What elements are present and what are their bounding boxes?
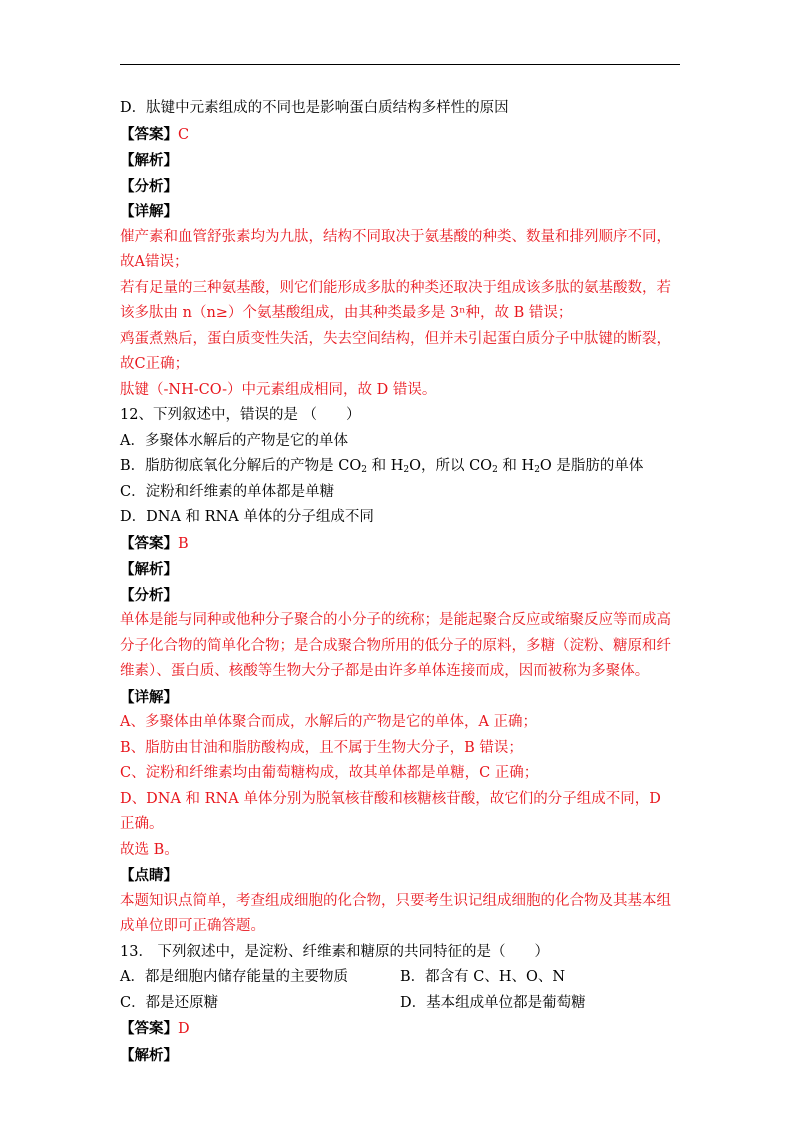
answer-label: 【答案】: [120, 1020, 178, 1037]
q12-option-b-part: O，所以 CO: [409, 458, 493, 474]
q12-comment: 本题知识点简单，考查组成细胞的化合物，只要考生识记组成细胞的化合物及其基本组成单位即可正确答题。: [120, 892, 671, 934]
q12-stem: 12、下列叙述中，错误的是 （ ）: [120, 407, 361, 423]
q11-fenxi-heading: 【分析】: [120, 177, 178, 195]
q11-detail-d: 肽键（-NH-CO-）中元素组成相同，故 D 错误。: [120, 381, 437, 398]
q12-fenxi-heading: 【分析】: [120, 586, 178, 604]
q11-answer: [120, 122, 680, 149]
q12-dianjing-heading: 【点睛】: [120, 867, 178, 884]
document-body: [120, 96, 680, 1068]
q12-option-b-part: O 是脂肪的单体: [539, 458, 644, 474]
answer-value: B: [178, 535, 189, 552]
q12-detail-b: B、脂肪由甘油和脂肪酸构成，且不属于生物大分子，B 错误；: [120, 739, 523, 756]
q12-detail-a: A、多聚体由单体聚合而成，水解后的产物是它的单体，A 正确；: [120, 714, 538, 730]
q12-jiexi-heading: 【解析】: [120, 561, 178, 578]
q13-answer: [120, 1016, 680, 1043]
q12-option-b-part: B．脂肪彻底氧化分解后的产物是 CO: [120, 458, 362, 474]
q12-option-b: [120, 454, 680, 480]
q12-option-b-part: 和 H: [366, 458, 404, 474]
q11-detail-c: 鸡蛋煮熟后，蛋白质变性失活，失去空间结构，但并未引起蛋白质分子中肽键的断裂，故C正确；: [120, 330, 671, 372]
q12-answer: [120, 531, 680, 558]
q12-conclusion: 故选 B。: [120, 841, 179, 858]
q11-detail-b: 若有足量的三种氨基酸，则它们能形成多肽的种类还取决于组成该多肽的氨基酸数，若该多肽由 n（n≥）个氨基酸组成，由其种类最多是 3ⁿ种，故 B 错误；: [120, 279, 671, 321]
subscript: 2: [403, 465, 410, 475]
q12-detail-c: C、淀粉和纤维素均由葡萄糖构成，故其单体都是单糖，C 正确；: [120, 765, 539, 781]
q13-options-row-2: [120, 991, 680, 1017]
subscript: 2: [534, 465, 540, 475]
q12-detail-d: D、DNA 和 RNA 单体分别为脱氧核苷酸和核糖核苷酸，故它们的分子组成不同，D 正确。: [120, 790, 661, 832]
q11-xiangjie-heading: 【详解】: [120, 203, 178, 220]
q13-option-b: B．都含有 C、H、O、N: [400, 969, 566, 985]
answer-label: 【答案】: [120, 534, 178, 552]
q12-option-a: A．多聚体水解后的产物是它的单体: [120, 432, 348, 449]
q13-options-row-1: [120, 965, 680, 991]
q13-jiexi-heading: 【解析】: [120, 1046, 178, 1064]
subscript: 2: [361, 465, 367, 475]
q13-option-a: A．都是细胞内储存能量的主要物质: [120, 969, 348, 985]
header-rule: [120, 64, 680, 65]
q12-option-d: D．DNA 和 RNA 单体的分子组成不同: [120, 509, 374, 525]
q11-option-d: D．肽键中元素组成的不同也是影响蛋白质结构多样性的原因: [120, 100, 509, 116]
answer-value: D: [178, 1021, 190, 1037]
q12-option-c: C．淀粉和纤维素的单体都是单糖: [120, 483, 335, 500]
subscript: 2: [492, 465, 498, 475]
answer-value: C: [178, 126, 190, 143]
answer-label: 【答案】: [120, 125, 178, 143]
q11-detail-a: 催产素和血管舒张素均为九肽，结构不同取决于氨基酸的种类、数量和排列顺序不同，故A错误；: [120, 228, 671, 270]
q12-option-b-part: 和 H: [497, 458, 535, 474]
q13-option-c: C．都是还原糖: [120, 994, 219, 1011]
q11-jiexi-heading: 【解析】: [120, 152, 178, 169]
q12-analysis: 单体是能与同种或他种分子聚合的小分子的统称；是能起聚合反应或缩聚反应等而成高分子化合物的简单化合物；是合成聚合物所用的低分子的原料，多糖（淀粉、糖原和纤维素）、蛋白质、核酸等生物大分子都是由许多单体连接而成，因而被称为多聚体。: [120, 612, 671, 679]
q13-option-d: D．基本组成单位都是葡萄糖: [400, 994, 586, 1011]
q13-stem: 13． 下列叙述中，是淀粉、纤维素和糖原的共同特征的是（ ）: [120, 943, 550, 960]
q12-xiangjie-heading: 【详解】: [120, 688, 178, 706]
